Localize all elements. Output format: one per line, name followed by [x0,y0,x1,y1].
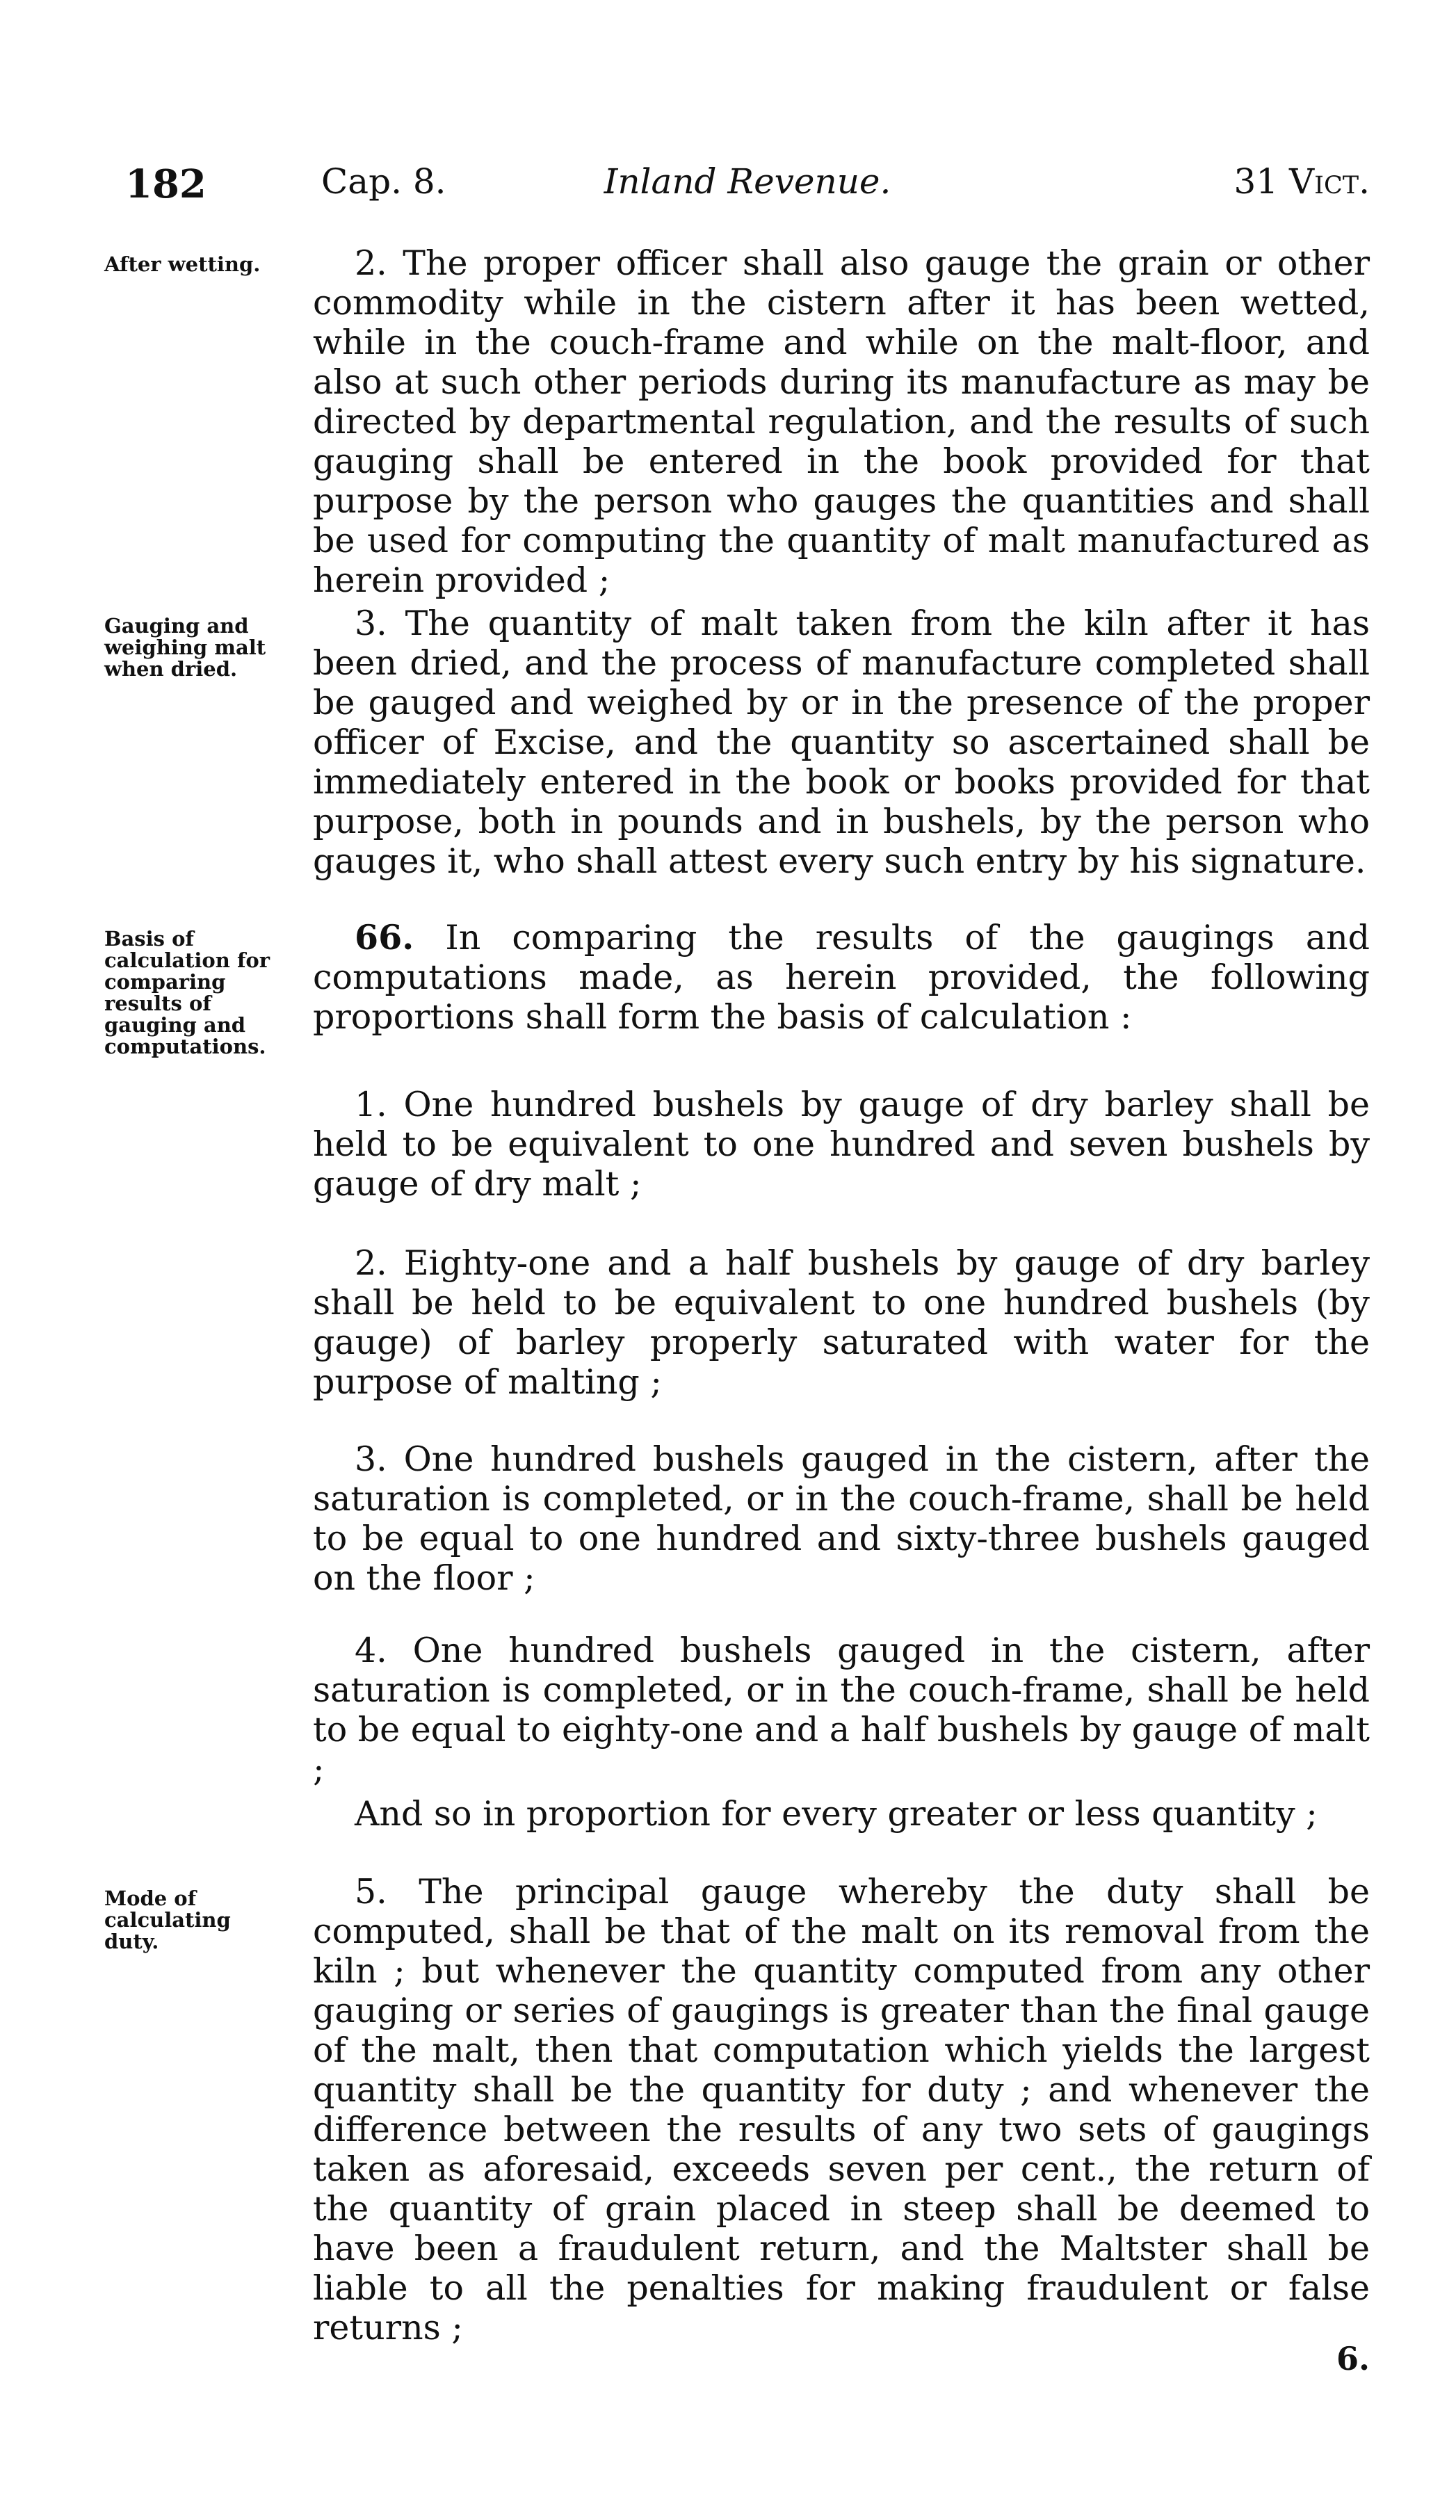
section-66-item-5: 5. The principal gauge whereby the duty shall be computed, shall be that of the malt on its removal from the kiln ; but whenever the quantity computed from any other gauging or series of gaugings is greater than the final gauge of the malt, then that computation which yields the largest quantity shall be the quantity for duty ; and whenever the difference between the results of any two sets of gaugings taken as aforesaid, exceeds seven per cent., the return of the quantity of grain placed in steep shall be deemed to have been a fraudulent return, and the Maltster shall be liable to all the penalties for making fraudulent or false returns ; [313,1872,1370,2348]
section-66-intro [313,918,1370,1037]
margin-note-mode-duty: Mode of calculating duty. [104,1887,231,1953]
page-number: 182 [125,161,207,207]
margin-note-basis-calculation: Basis of calculation for comparing results of gauging and computations. [104,927,270,1058]
proportion-line: And so in proportion for every greater or less quantity ; [355,1794,1318,1834]
header-title: Inland Revenue. [604,161,891,202]
paragraph-3: 3. The quantity of malt taken from the kiln after it has been dried, and the process of manufacture completed shall be gauged and weighed by or in the presence of the proper officer of Excise, and the quantity so ascertained shall be immediately entered in the book or books provided for that purpose, both in pounds and in bushels, by the person who gauges it, who shall attest every such entry by his signature. [313,604,1370,881]
running-header [125,161,1370,210]
section-66-text: In comparing the results of the gaugings and computations made, as herein provided, the following proportions shall form the basis of calculation : [313,918,1370,1037]
margin-note-gauging-weighing: Gauging and weighing malt when dried. [104,614,266,681]
section-66-item-2: 2. Eighty-one and a half bushels by gauge of dry barley shall be held to be equivalent to one hundred bushels (by gauge) of barley properly saturated with water for the purpose of malting ; [313,1243,1370,1402]
header-year: 31 Vict. [1233,161,1370,202]
section-66-number: 66. [355,917,414,958]
section-66-item-4: 4. One hundred bushels gauged in the cistern, after saturation is completed, or in the couch-frame, shall be held to be equal to eighty-one and a half bushels by gauge of malt ; [313,1631,1370,1789]
paragraph-2: 2. The proper officer shall also gauge the grain or other commodity while in the cistern after it has been wetted, while in the couch-frame and while on the malt-floor, and also at such other periods during its manufacture as may be directed by departmental regulation, and the results of such gauging shall be entered in the book provided for that purpose by the person who gauges the quantities and shall be used for computing the quantity of malt manufactured as herein provided ; [313,243,1370,600]
header-chapter: Cap. 8. [321,161,446,202]
margin-note-after-wetting: After wetting. [104,252,261,276]
catchword: 6. [1336,2340,1370,2377]
section-66-item-3: 3. One hundred bushels gauged in the cistern, after the saturation is completed, or in the couch-frame, shall be held to be equal to one hundred and sixty-three bushels gauged on the floor ; [313,1439,1370,1598]
section-66-item-1: 1. One hundred bushels by gauge of dry barley shall be held to be equivalent to one hundred and seven bushels by gauge of dry malt ; [313,1085,1370,1204]
